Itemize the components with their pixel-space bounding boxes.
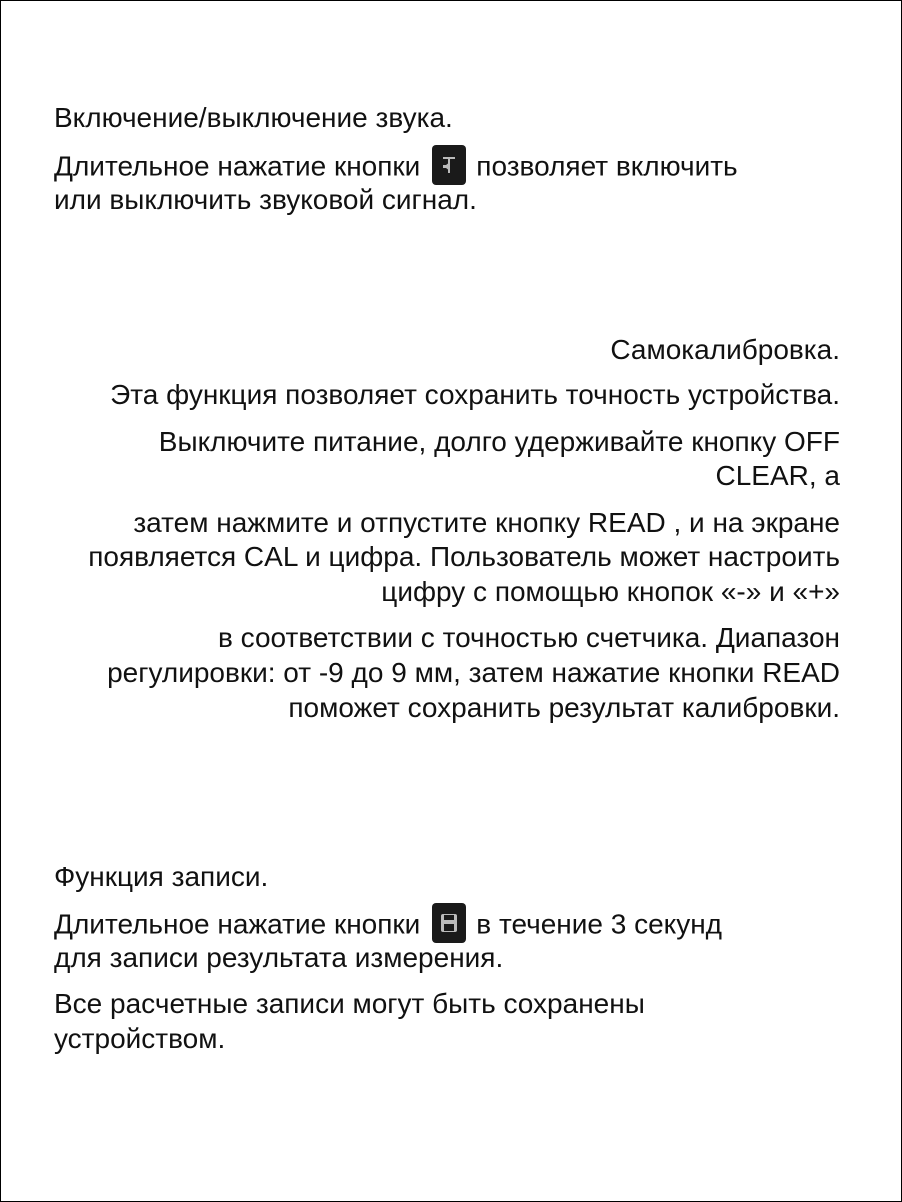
- save-button-icon: [432, 903, 466, 943]
- section-record-text-before: Длительное нажатие кнопки: [54, 908, 421, 940]
- section-sound-title: Включение/выключение звука.: [54, 102, 453, 133]
- section-sound-line-1: [54, 148, 738, 188]
- section-record-title: Функция записи.: [54, 861, 269, 892]
- section-sound-text-after: позволяет включить: [476, 150, 738, 182]
- section-record-p2-line-2: устройством.: [54, 1023, 226, 1054]
- section-calibration-p3-line-2: появляется CAL и цифра. Пользователь может настроить: [88, 541, 840, 572]
- section-record-line-1: [54, 906, 722, 946]
- section-calibration-p3-line-1: затем нажмите и отпустите кнопку READ , и на экране: [133, 507, 840, 538]
- section-calibration-title: Самокалибровка.: [610, 334, 840, 365]
- section-calibration-p1: Эта функция позволяет сохранить точность устройства.: [110, 379, 840, 410]
- section-calibration-p4-line-2: регулировки: от -9 до 9 мм, затем нажатие кнопки READ: [107, 657, 840, 688]
- section-sound-line-2: или выключить звуковой сигнал.: [54, 184, 477, 215]
- section-calibration-p4-line-1: в соответствии с точностью счетчика. Диапазон: [218, 622, 840, 653]
- section-calibration-p4-line-3: поможет сохранить результат калибровки.: [288, 692, 840, 723]
- section-record-p2-line-1: Все расчетные записи могут быть сохранены: [54, 988, 645, 1019]
- section-calibration-p2-line-2: CLEAR, а: [715, 460, 840, 491]
- section-sound-text-before: Длительное нажатие кнопки: [54, 150, 421, 182]
- section-calibration-p2-line-1: Выключите питание, долго удерживайте кнопку OFF: [158, 426, 840, 457]
- section-record-line-2: для записи результата измерения.: [54, 942, 504, 973]
- sound-button-icon: [432, 145, 466, 185]
- section-calibration-p3-line-3: цифру с помощью кнопок «-» и «+»: [381, 576, 840, 607]
- section-record-text-after: в течение 3 секунд: [476, 908, 723, 940]
